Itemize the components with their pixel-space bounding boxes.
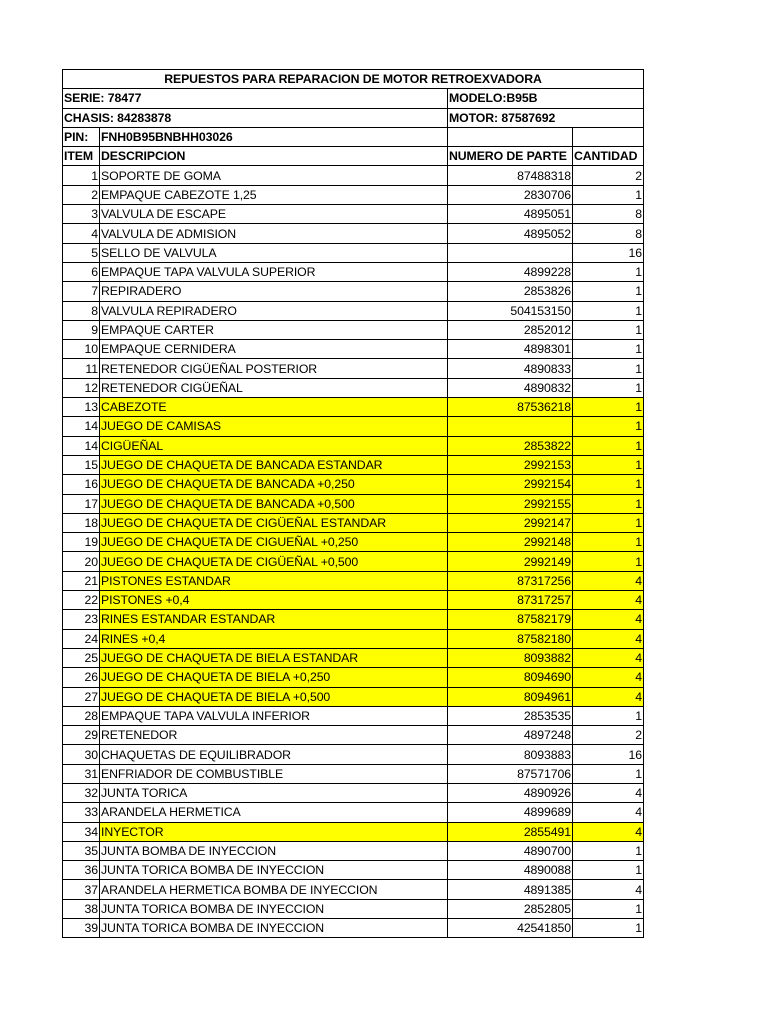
item-number-cell: 15 — [63, 455, 100, 474]
item-number-cell: 39 — [63, 919, 100, 938]
part-number-cell: 8093882 — [448, 648, 573, 667]
part-number-cell: 2852805 — [448, 899, 573, 918]
part-number-cell: 2855491 — [448, 822, 573, 841]
column-header-part-number: NUMERO DE PARTE — [448, 147, 573, 166]
motor-cell: MOTOR: 87587692 — [448, 108, 644, 127]
description-cell: JUNTA TORICA BOMBA DE INYECCION — [100, 899, 448, 918]
part-number-cell: 4898301 — [448, 340, 573, 359]
item-number-cell: 8 — [63, 301, 100, 320]
quantity-cell: 4 — [573, 610, 644, 629]
part-number-cell: 2992153 — [448, 455, 573, 474]
quantity-cell: 1 — [573, 764, 644, 783]
description-cell: SOPORTE DE GOMA — [100, 166, 448, 185]
sheet-title: REPUESTOS PARA REPARACION DE MOTOR RETROEXVADORA — [63, 70, 644, 89]
part-number-cell: 87536218 — [448, 398, 573, 417]
table-row — [63, 880, 644, 899]
description-cell: JUNTA TORICA BOMBA DE INYECCION — [100, 861, 448, 880]
item-number-cell: 24 — [63, 629, 100, 648]
table-row — [63, 571, 644, 590]
item-number-cell: 33 — [63, 803, 100, 822]
item-number-cell: 20 — [63, 552, 100, 571]
quantity-cell: 4 — [573, 629, 644, 648]
quantity-cell: 4 — [573, 803, 644, 822]
description-cell: ARANDELA HERMETICA BOMBA DE INYECCION — [100, 880, 448, 899]
quantity-cell: 4 — [573, 571, 644, 590]
table-row — [63, 919, 644, 938]
description-cell: JUEGO DE CHAQUETA DE BIELA ESTANDAR — [100, 648, 448, 667]
quantity-cell: 1 — [573, 513, 644, 532]
quantity-cell: 1 — [573, 494, 644, 513]
description-cell: ENFRIADOR DE COMBUSTIBLE — [100, 764, 448, 783]
part-number-cell: 8094690 — [448, 668, 573, 687]
item-number-cell: 1 — [63, 166, 100, 185]
quantity-cell: 1 — [573, 185, 644, 204]
pin-label: PIN: — [63, 127, 100, 146]
column-header-row — [63, 147, 644, 166]
quantity-cell: 1 — [573, 417, 644, 436]
table-row — [63, 513, 644, 532]
part-number-cell: 4899228 — [448, 262, 573, 281]
description-cell: CABEZOTE — [100, 398, 448, 417]
column-header-item: ITEM — [63, 147, 100, 166]
table-row — [63, 166, 644, 185]
chasis-cell: CHASIS: 84283878 — [63, 108, 448, 127]
item-number-cell: 34 — [63, 822, 100, 841]
table-row — [63, 340, 644, 359]
table-row — [63, 378, 644, 397]
table-row — [63, 648, 644, 667]
description-cell: JUEGO DE CHAQUETA DE BIELA +0,250 — [100, 668, 448, 687]
part-number-cell — [448, 243, 573, 262]
parts-table-body — [63, 70, 644, 938]
parts-table — [62, 69, 644, 938]
table-row — [63, 861, 644, 880]
description-cell: PISTONES +0,4 — [100, 591, 448, 610]
part-number-cell: 4890700 — [448, 841, 573, 860]
part-number-cell: 4890832 — [448, 378, 573, 397]
description-cell: CHAQUETAS DE EQUILIBRADOR — [100, 745, 448, 764]
quantity-cell: 4 — [573, 880, 644, 899]
description-cell: JUEGO DE CHAQUETA DE CIGÜEÑAL +0,500 — [100, 552, 448, 571]
table-row — [63, 687, 644, 706]
item-number-cell: 28 — [63, 706, 100, 725]
part-number-cell: 4895052 — [448, 224, 573, 243]
part-number-cell: 2992147 — [448, 513, 573, 532]
quantity-cell: 4 — [573, 668, 644, 687]
serie-cell: SERIE: 78477 — [63, 89, 448, 108]
table-row — [63, 726, 644, 745]
part-number-cell: 87582180 — [448, 629, 573, 648]
quantity-cell: 1 — [573, 398, 644, 417]
description-cell: EMPAQUE TAPA VALVULA INFERIOR — [100, 706, 448, 725]
table-row — [63, 398, 644, 417]
table-row — [63, 822, 644, 841]
part-number-cell: 42541850 — [448, 919, 573, 938]
quantity-cell: 4 — [573, 822, 644, 841]
part-number-cell: 4895051 — [448, 205, 573, 224]
item-number-cell: 14 — [63, 417, 100, 436]
table-row — [63, 320, 644, 339]
table-row — [63, 841, 644, 860]
table-row — [63, 494, 644, 513]
description-cell: RETENEDOR CIGÜEÑAL POSTERIOR — [100, 359, 448, 378]
part-number-cell: 87571706 — [448, 764, 573, 783]
item-number-cell: 25 — [63, 648, 100, 667]
part-number-cell: 2992148 — [448, 533, 573, 552]
quantity-cell: 1 — [573, 899, 644, 918]
quantity-cell: 4 — [573, 687, 644, 706]
description-cell: JUEGO DE CHAQUETA DE BANCADA +0,500 — [100, 494, 448, 513]
part-number-cell: 87488318 — [448, 166, 573, 185]
item-number-cell: 30 — [63, 745, 100, 764]
item-number-cell: 11 — [63, 359, 100, 378]
quantity-cell: 4 — [573, 591, 644, 610]
description-cell: JUEGO DE CHAQUETA DE CIGÜEÑAL ESTANDAR — [100, 513, 448, 532]
item-number-cell: 3 — [63, 205, 100, 224]
item-number-cell: 26 — [63, 668, 100, 687]
item-number-cell: 10 — [63, 340, 100, 359]
item-number-cell: 9 — [63, 320, 100, 339]
item-number-cell: 21 — [63, 571, 100, 590]
description-cell: VALVULA REPIRADERO — [100, 301, 448, 320]
description-cell: RINES +0,4 — [100, 629, 448, 648]
item-number-cell: 13 — [63, 398, 100, 417]
item-number-cell: 38 — [63, 899, 100, 918]
table-row — [63, 301, 644, 320]
table-row — [63, 552, 644, 571]
quantity-cell: 2 — [573, 726, 644, 745]
description-cell: JUEGO DE CHAQUETA DE BANCADA +0,250 — [100, 475, 448, 494]
description-cell: VALVULA DE ESCAPE — [100, 205, 448, 224]
item-number-cell: 17 — [63, 494, 100, 513]
description-cell: JUNTA BOMBA DE INYECCION — [100, 841, 448, 860]
table-row — [63, 764, 644, 783]
part-number-cell: 2992149 — [448, 552, 573, 571]
part-number-cell: 4891385 — [448, 880, 573, 899]
quantity-cell: 4 — [573, 648, 644, 667]
serie-row — [63, 89, 644, 108]
part-number-cell: 2852012 — [448, 320, 573, 339]
item-number-cell: 4 — [63, 224, 100, 243]
quantity-cell: 1 — [573, 919, 644, 938]
table-row — [63, 803, 644, 822]
table-row — [63, 262, 644, 281]
description-cell: EMPAQUE CARTER — [100, 320, 448, 339]
item-number-cell: 37 — [63, 880, 100, 899]
description-cell: PISTONES ESTANDAR — [100, 571, 448, 590]
item-number-cell: 14 — [63, 436, 100, 455]
part-number-cell: 504153150 — [448, 301, 573, 320]
pin-row — [63, 127, 644, 146]
description-cell: ARANDELA HERMETICA — [100, 803, 448, 822]
quantity-cell: 1 — [573, 282, 644, 301]
description-cell: CIGÜEÑAL — [100, 436, 448, 455]
description-cell: JUNTA TORICA BOMBA DE INYECCION — [100, 919, 448, 938]
quantity-cell: 1 — [573, 320, 644, 339]
description-cell: EMPAQUE TAPA VALVULA SUPERIOR — [100, 262, 448, 281]
table-row — [63, 533, 644, 552]
chasis-row — [63, 108, 644, 127]
description-cell: JUEGO DE CAMISAS — [100, 417, 448, 436]
part-number-cell: 4897248 — [448, 726, 573, 745]
table-row — [63, 185, 644, 204]
item-number-cell: 12 — [63, 378, 100, 397]
pin-empty-cell — [448, 127, 573, 146]
item-number-cell: 6 — [63, 262, 100, 281]
quantity-cell: 1 — [573, 475, 644, 494]
quantity-cell: 1 — [573, 861, 644, 880]
item-number-cell: 32 — [63, 783, 100, 802]
title-row — [63, 70, 644, 89]
quantity-cell: 16 — [573, 243, 644, 262]
table-row — [63, 205, 644, 224]
quantity-cell: 1 — [573, 706, 644, 725]
quantity-cell: 1 — [573, 552, 644, 571]
table-row — [63, 706, 644, 725]
item-number-cell: 27 — [63, 687, 100, 706]
part-number-cell: 87582179 — [448, 610, 573, 629]
table-row — [63, 475, 644, 494]
description-cell: SELLO DE VALVULA — [100, 243, 448, 262]
description-cell: INYECTOR — [100, 822, 448, 841]
item-number-cell: 35 — [63, 841, 100, 860]
part-number-cell: 8094961 — [448, 687, 573, 706]
part-number-cell: 4890833 — [448, 359, 573, 378]
table-row — [63, 783, 644, 802]
quantity-cell: 1 — [573, 359, 644, 378]
table-row — [63, 436, 644, 455]
part-number-cell: 87317257 — [448, 591, 573, 610]
description-cell: RETENEDOR CIGÜEÑAL — [100, 378, 448, 397]
part-number-cell: 2992155 — [448, 494, 573, 513]
quantity-cell: 1 — [573, 262, 644, 281]
item-number-cell: 23 — [63, 610, 100, 629]
table-row — [63, 224, 644, 243]
column-header-description: DESCRIPCION — [100, 147, 448, 166]
table-row — [63, 668, 644, 687]
quantity-cell: 8 — [573, 205, 644, 224]
item-number-cell: 22 — [63, 591, 100, 610]
description-cell: JUEGO DE CHAQUETA DE CIGUEÑAL +0,250 — [100, 533, 448, 552]
description-cell: REPIRADERO — [100, 282, 448, 301]
table-row — [63, 610, 644, 629]
description-cell: JUNTA TORICA — [100, 783, 448, 802]
quantity-cell: 1 — [573, 455, 644, 474]
item-number-cell: 16 — [63, 475, 100, 494]
part-number-cell: 2853822 — [448, 436, 573, 455]
quantity-cell: 4 — [573, 783, 644, 802]
description-cell: JUEGO DE CHAQUETA DE BANCADA ESTANDAR — [100, 455, 448, 474]
description-cell: VALVULA DE ADMISION — [100, 224, 448, 243]
part-number-cell: 4890088 — [448, 861, 573, 880]
table-row — [63, 591, 644, 610]
table-row — [63, 455, 644, 474]
table-row — [63, 629, 644, 648]
description-cell: RINES ESTANDAR ESTANDAR — [100, 610, 448, 629]
table-row — [63, 282, 644, 301]
table-row — [63, 243, 644, 262]
description-cell: RETENEDOR — [100, 726, 448, 745]
quantity-cell: 1 — [573, 301, 644, 320]
part-number-cell: 2992154 — [448, 475, 573, 494]
quantity-cell: 1 — [573, 378, 644, 397]
part-number-cell: 2853826 — [448, 282, 573, 301]
description-cell: JUEGO DE CHAQUETA DE BIELA +0,500 — [100, 687, 448, 706]
quantity-cell: 16 — [573, 745, 644, 764]
item-number-cell: 31 — [63, 764, 100, 783]
item-number-cell: 29 — [63, 726, 100, 745]
item-number-cell: 5 — [63, 243, 100, 262]
part-number-cell: 4899689 — [448, 803, 573, 822]
item-number-cell: 18 — [63, 513, 100, 532]
quantity-cell: 1 — [573, 340, 644, 359]
item-number-cell: 7 — [63, 282, 100, 301]
pin-empty-cell — [573, 127, 644, 146]
item-number-cell: 36 — [63, 861, 100, 880]
quantity-cell: 1 — [573, 436, 644, 455]
item-number-cell: 2 — [63, 185, 100, 204]
quantity-cell: 1 — [573, 533, 644, 552]
table-row — [63, 359, 644, 378]
table-row — [63, 899, 644, 918]
part-number-cell: 8093883 — [448, 745, 573, 764]
quantity-cell: 8 — [573, 224, 644, 243]
column-header-quantity: CANTIDAD — [573, 147, 644, 166]
pin-value: FNH0B95BNBHH03026 — [100, 127, 448, 146]
quantity-cell: 2 — [573, 166, 644, 185]
item-number-cell: 19 — [63, 533, 100, 552]
quantity-cell: 1 — [573, 841, 644, 860]
part-number-cell: 4890926 — [448, 783, 573, 802]
table-row — [63, 745, 644, 764]
table-row — [63, 417, 644, 436]
description-cell: EMPAQUE CERNIDERA — [100, 340, 448, 359]
part-number-cell: 2853535 — [448, 706, 573, 725]
part-number-cell: 87317256 — [448, 571, 573, 590]
description-cell: EMPAQUE CABEZOTE 1,25 — [100, 185, 448, 204]
part-number-cell — [448, 417, 573, 436]
modelo-cell: MODELO:B95B — [448, 89, 644, 108]
part-number-cell: 2830706 — [448, 185, 573, 204]
